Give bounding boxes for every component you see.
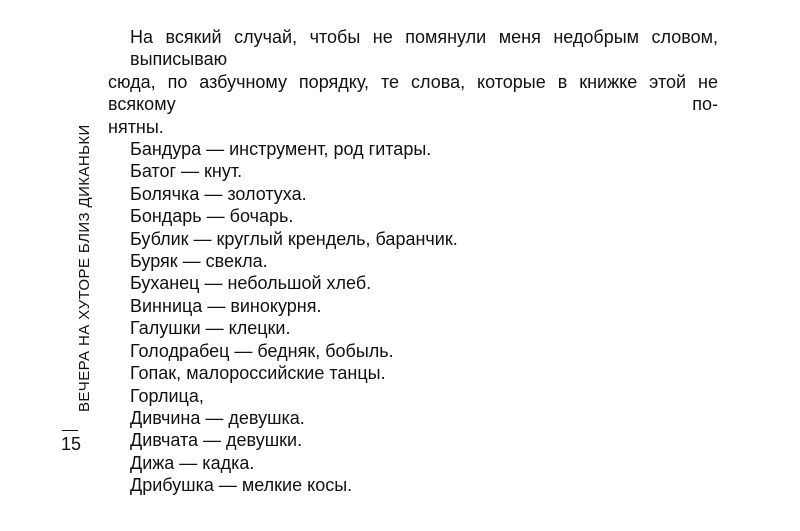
intro-line: На всякий случай, чтобы не помянули меня недобрым словом, выписываю: [130, 27, 718, 70]
glossary-entry: Дижа — кадка.: [130, 452, 255, 473]
main-text: [108, 26, 718, 497]
glossary-entry: Буряк — свекла.: [130, 251, 268, 272]
glossary-entry: Дивчина — девушка.: [130, 407, 305, 428]
glossary-entry: Галушки — клецки.: [130, 318, 291, 339]
intro-paragraph: [108, 26, 718, 138]
glossary-entry: Бублик — круглый крендель, баранчик.: [130, 228, 458, 249]
glossary-entry: Гопак, малороссийские танцы.: [130, 363, 386, 384]
intro-line: сюда, по азбучному порядку, те слова, которые в книжке этой не всякому по-: [108, 71, 718, 115]
glossary-entry: Батог — кнут.: [130, 161, 243, 182]
page-number: 15: [61, 434, 82, 454]
glossary-entry: Винница — винокурня.: [130, 295, 322, 316]
glossary-entry: Болячка — золотуха.: [130, 183, 307, 204]
glossary-entry: Дивчата — девушки.: [130, 430, 303, 451]
glossary-entry: Горлица,: [130, 385, 204, 406]
glossary-entry: Буханец — небольшой хлеб.: [130, 273, 372, 294]
intro-line: нятны.: [108, 116, 164, 137]
glossary-entry: Бандура — инструмент, род гитары.: [130, 139, 432, 160]
glossary-entry: Голодрабец — бедняк, бобыль.: [130, 340, 394, 361]
folio-rule: [62, 430, 78, 431]
glossary-entry: Дрибушка — мелкие косы.: [130, 475, 353, 496]
glossary-list: [108, 138, 718, 497]
running-head: ВЕЧЕРА НА ХУТОРЕ БЛИЗ ДИКАНЬКИ: [76, 124, 93, 412]
glossary-entry: Бондарь — бочарь.: [130, 206, 294, 227]
